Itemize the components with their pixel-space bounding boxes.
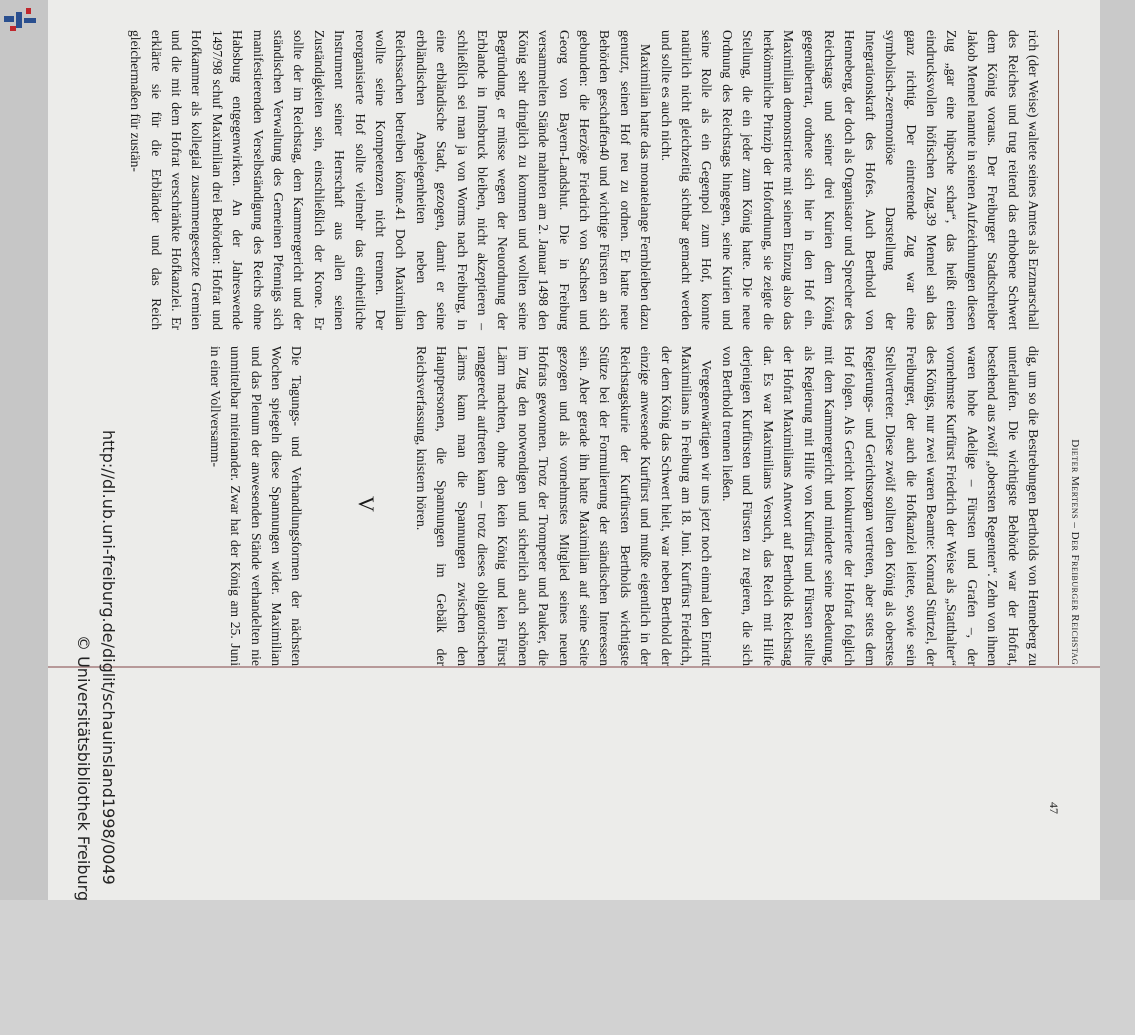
paragraph: Maximilian hatte das monatelange Fernbleiben dazu genutzt, seinen Hof neu zu ordnen. Er hatte neue Behörden geschaffen40 und wichtige Fürsten an sich gebunden: die Herzöge Friedrich von Sachsen und Georg von Bayern-Landshut. Die in Freiburg versammelten Stände mahnten am 2. Januar 1498 den König sehr dringlich zu kommen und wollten seine Begründung, er müsse wegen der Neuordnung der Erblande in Innsbruck bleiben, nicht akzeptieren – schließlich sei man ja von Worms nach Freiburg, in eine erbländische Stadt, gezogen, damit er seine erbländischen Angelegenheiten neben den Reichssachen betreiben könne.41 Doch Maximilian wollte seine Kompetenzen nicht trennen. Der reorganisierte Hof sollte vielmehr das einheitliche Instrument seiner Herrschaft aus allen seinen Zuständigkeiten sein, einschließlich der Krone. Er sollte der im Reichstag, dem Kammergericht und der ständischen Verwaltung des Gemeinen Pfennigs sich manifestierenden Verselbständigung des Reichs ohne Habsburg entgegenwirken. An der Jahreswende 1497/98 schuf Maximilian drei Behörden: Hofrat und Hofkammer als kollegial zusammengesetzte Gremien und die mit dem Hofrat verschränkte Hofkanzlei. Er erklärte sie für die Erbländer und das Reich gleichermaßen für zustän- bbox=[128, 30, 654, 330]
running-head: Dieter Mertens – Der Freiburger Reichstag bbox=[1058, 30, 1081, 665]
text-column-right bbox=[204, 346, 1043, 666]
right-margin-strip bbox=[1100, 0, 1135, 900]
rotated-page-content bbox=[48, 0, 1103, 900]
paragraph: rich (der Weise) waltete seines Amtes als Erzmarschall des Reiches und trug reitend das erhobene Schwert dem König voraus. Der Freiburger Stadtschreiber Jakob Mennel nannte in seinen Aufzeichnungen diesen Zug „gar eine hüpsche schar“, das heißt einen eindrucksvollen höfischen Zug.39 Mennel sah das ganz richtig. Der eintretende Zug war eine symbolisch-zeremoniöse Darstellung der Integrationskraft des Hofes. Auch Berthold von Henneberg, der doch als Organisator und Sprecher des Reichstags und seiner drei Kurien dem König gegenübertrat, ordnete sich hier in den Hof ein. Maximilian demonstrierte mit seinem Einzug also das herkömmliche Prinzip der Hofordnung, sie zeigte die Stellung, die ein jeder zum König hatte. Die neue Ordnung des Reichstags hingegen, seine Kurien und seine Rolle als ein Gegenpol zum Hof, konnte natürlich nicht gleichzeitig sichtbar gemacht werden und sollte es auch nicht. bbox=[658, 30, 1041, 330]
paragraph: dig, um so die Bestrebungen Bertholds von Henneberg zu unterlaufen. Die wichtigste Behörde war der Hofrat, bestehend aus zwölf „obersten Regenten“. Zehn von ihnen waren hohe Adelige – Fürsten und Grafen –, der vornehmste Kurfürst Friedrich der Weise als „Statthalter“ des Königs, nur zwei waren Beamte: Konrad Stürtzel, der Freiburger, der auch die Hofkanzlei leitete, sowie sein Stellvertreter. Diese zwölf sollten den König als oberstes Regierungs- und Gerichtsorgan vertreten, aber stets dem Hof folgen. Als Gericht konkurrierte der Hofrat folglich mit dem Kammergericht und minderte seine Bedeutung, als Regierung mit Hilfe von Kurfürst und Fürsten stellte der Hofrat Maximilians Antwort auf Bertholds Reichstag dar. Es war Maximilians Versuch, das Reich mit Hilfe derjenigen Kurfürsten und Fürsten zu regieren, die sich von Berthold trennen ließen. bbox=[719, 346, 1041, 666]
copyright-notice: © Universitätsbibliothek Freiburg bbox=[74, 635, 93, 902]
page-edge-rule bbox=[48, 666, 1108, 668]
document-url[interactable]: http://dl.ub.uni-freiburg.de/diglit/schauinsland1998/0049 bbox=[99, 430, 118, 885]
page-number: 47 bbox=[1047, 802, 1061, 814]
section-mark: V bbox=[354, 496, 380, 512]
text-column-left bbox=[125, 30, 1043, 330]
left-margin-strip bbox=[0, 0, 48, 900]
library-logo-icon bbox=[4, 8, 38, 34]
section-break bbox=[306, 346, 410, 666]
paragraph: Vergegenwärtigen wir uns jetzt noch einmal den Einritt Maximilians in Freiburg am 18. Juni. Kurfürst Friedrich, der dem König das Schwert hielt, war neben Berthold der einzige anwesende Kurfürst und mußte eigentlich in der Reichstagskurie der Kurfürsten Bertholds wichtigste Stütze bei der Formulierung der ständischen Interessen sein. Aber gerade ihn hatte Maximilian auf seine Seite gezogen und als vornehmstes Mitglied seines neuen Hofrats gewonnen. Trotz der Trompeter und Pauker, die im Zug den notwendigen und sicherlich auch schönen Lärm machten, ohne den kein König und kein Fürst ranggerecht auftreten kann – trotz dieses obligatorischen Lärms kann man die Spannungen zwischen den Hauptpersonen, die Spannungen im Gebälk der Reichsverfassung, knistern hören. bbox=[413, 346, 715, 666]
scanned-page bbox=[48, 0, 1103, 900]
paragraph: Die Tagungs- und Verhandlungsformen der nächsten Wochen spiegeln diese Spannungen wider. Maximilian und das Plenum der anwesenden Stände verhandelten nie unmittelbar miteinander. Zwar hat der König am 25. Juni in einer Vollversamm- bbox=[207, 346, 305, 666]
